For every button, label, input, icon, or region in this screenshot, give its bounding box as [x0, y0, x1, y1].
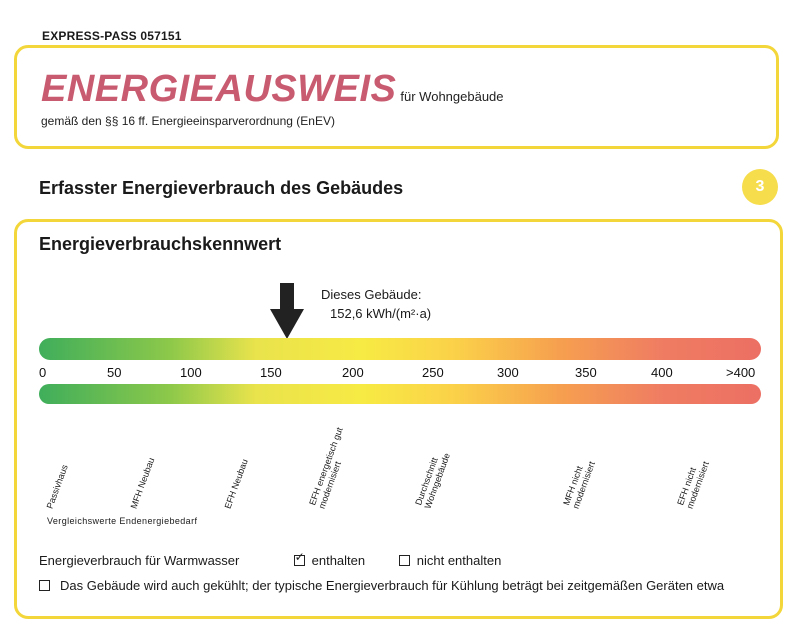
scale-tick: 100: [180, 365, 202, 380]
down-arrow-icon: [270, 283, 304, 339]
scale-tick: 250: [422, 365, 444, 380]
scale-tick: 150: [260, 365, 282, 380]
title-row: [41, 68, 504, 111]
indicator-heading: Energieverbrauchskennwert: [39, 234, 282, 254]
building-value: 152,6 kWh/(m²·a): [330, 306, 432, 321]
warm-water-label: Energieverbrauch für Warmwasser: [39, 553, 240, 568]
reference-value: MFH Neubau: [128, 456, 157, 510]
energy-scale-bar-bottom: [39, 384, 761, 404]
scale-tick: >400: [726, 365, 756, 380]
title-suffix: für Wohngebäude: [400, 89, 504, 104]
scale-tick: 50: [107, 365, 122, 380]
scale-tick: 200: [342, 365, 364, 380]
reference-value: Durchschnitt Wohngebäude: [413, 451, 452, 510]
reference-value: MFH nicht modernisiert: [561, 460, 597, 510]
not-included-option[interactable]: nicht enthalten: [399, 553, 502, 568]
not-included-checkbox[interactable]: [399, 555, 410, 566]
document-title: ENERGIEAUSWEIS: [41, 68, 397, 110]
header-box: [14, 45, 779, 149]
reference-caption: Vergleichswerte Endenergiebedarf: [47, 516, 198, 526]
building-label: Dieses Gebäude:: [321, 287, 422, 302]
scale-tick: 400: [651, 365, 673, 380]
scale-tick: 350: [575, 365, 597, 380]
included-checkbox[interactable]: [294, 555, 305, 566]
warm-water-row: [39, 553, 531, 568]
reference-value: EFH Neubau: [222, 457, 250, 510]
reference-value: EFH energetisch gut modernisiert: [307, 426, 345, 510]
cooling-note: Das Gebäude wird auch gekühlt; der typische Energieverbrauch für Kühlung beträgt bei zeitgemäßen Geräten etwa: [60, 578, 725, 593]
scale-tick: 300: [497, 365, 519, 380]
document-subtitle: gemäß den §§ 16 ff. Energieeinsparverordnung (EnEV): [41, 114, 335, 128]
included-option[interactable]: ✓ enthalten: [294, 553, 366, 568]
cooling-row: [39, 578, 724, 593]
page-number-badge: 3: [742, 169, 778, 205]
energy-scale-bar-top: [39, 338, 761, 360]
scale-tick: 0: [39, 365, 47, 380]
cooling-checkbox[interactable]: [39, 580, 50, 591]
document-code: EXPRESS-PASS 057151: [42, 29, 182, 43]
reference-value: EFH nicht modernisiert: [675, 460, 711, 510]
reference-value: Passivhaus: [44, 463, 70, 510]
section-heading: Erfasster Energieverbrauch des Gebäudes: [39, 178, 404, 198]
